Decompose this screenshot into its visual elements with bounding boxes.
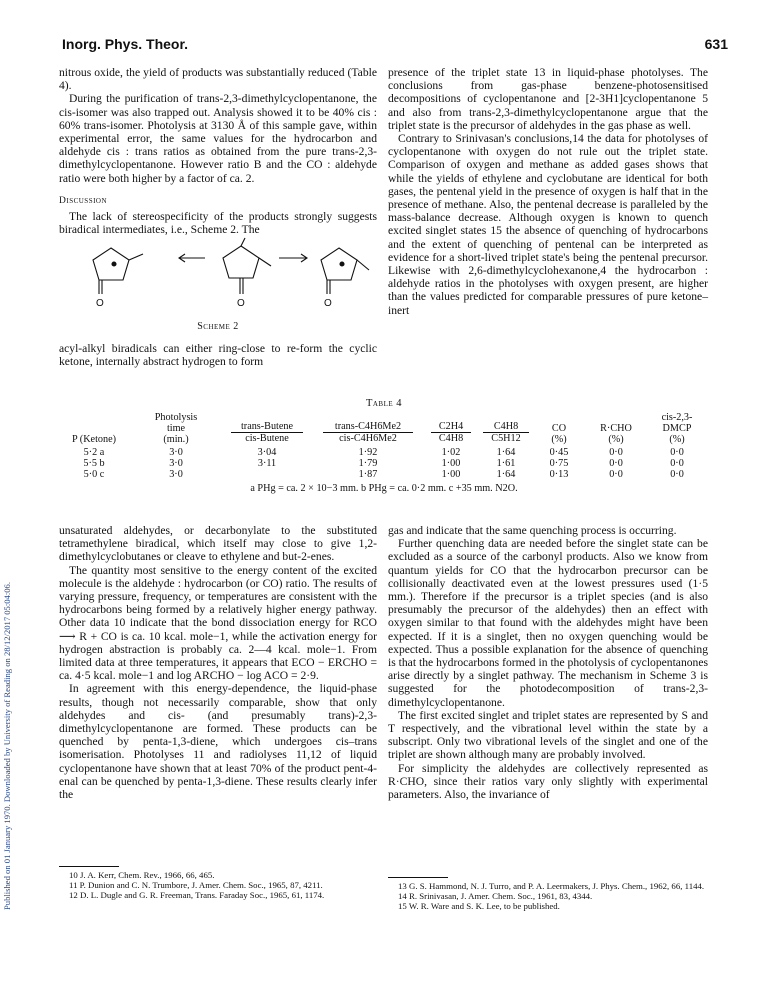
right-footnotes bbox=[388, 881, 708, 911]
page-header bbox=[62, 36, 728, 56]
cell-dmcp: 0·0 bbox=[670, 458, 684, 469]
footnote: 14 R. Srinivasan, J. Amer. Chem. Soc., 1961, 83, 4344. bbox=[398, 891, 593, 901]
cell-co: 0·75 bbox=[549, 458, 569, 469]
col-header-rcho-2: (%) bbox=[608, 434, 624, 445]
c4h8-denominator: C5H12 bbox=[491, 433, 521, 444]
c4-denominator: cis-C4H6Me2 bbox=[339, 433, 397, 444]
col-header-c4h8 bbox=[483, 421, 529, 444]
col-header-dmcp-2: DMCP bbox=[662, 423, 692, 434]
footnote: 10 J. A. Kerr, Chem. Rev., 1966, 66, 465. bbox=[69, 870, 215, 880]
cell-p: 5·5 b bbox=[83, 458, 105, 469]
cell-time: 3·0 bbox=[169, 458, 183, 469]
scheme-2-figure bbox=[59, 236, 377, 324]
col-header-c2 bbox=[431, 421, 471, 444]
c4h8-numerator: C4H8 bbox=[483, 421, 529, 433]
cell-co: 0·13 bbox=[549, 469, 569, 480]
footnote: 11 P. Dunion and C. N. Trumbore, J. Amer. Chem. Soc., 1965, 87, 4211. bbox=[69, 880, 323, 890]
cell-co: 0·45 bbox=[549, 447, 569, 458]
footnote-rule bbox=[388, 877, 448, 878]
cell-c4: 1·92 bbox=[358, 447, 378, 458]
paragraph: The quantity most sensitive to the energy content of the excited molecule is the aldehyde : hydrocarbon (or CO) ratio. The results of varying pressure, frequency, or temperatures are consistent with the hydrocarbons being formed by a relatively higher energy pathway. Other data 10 indicate that the bond dissociation energy for RCO ⟶ R + CO is ca. 10 kcal. mole−1, while the activation energy for hydrogen abstraction is probably ca. 2—4 kcal. mole−1. From limited data at three temperatures, it appears that ECO − ERCHO = ca. 4·5 kcal. mole−1 and log ARCHO − log ACO = 2·9. bbox=[59, 563, 377, 683]
butene-numerator: trans-Butene bbox=[231, 421, 303, 433]
col-header-time-1: Photolysis bbox=[154, 412, 198, 423]
butene-denominator: cis-Butene bbox=[245, 433, 289, 444]
table-row bbox=[59, 458, 709, 469]
scheme-label: Scheme 2 bbox=[197, 321, 239, 333]
left-column-upper bbox=[59, 66, 377, 368]
col-header-time-2: time bbox=[166, 423, 186, 434]
journal-title: Inorg. Phys. Theor. bbox=[62, 36, 189, 52]
download-notice: Published on 01 January 1970. Downloaded by University of Reading on 28/12/2017 05:04:06. bbox=[2, 582, 12, 910]
svg-text:O: O bbox=[324, 298, 332, 310]
paragraph: nitrous oxide, the yield of products was substantially reduced (Table 4). bbox=[59, 66, 377, 93]
cell-butene: 3·04 bbox=[257, 447, 277, 458]
paragraph: presence of the triplet state 13 in liquid-phase photolyses. The conclusions from gas-phase benzene-photosensitised decompositions of cyclopentanone and [2-3H1]cyclopentanone 5 and also from trans-2,3-dimethylcyclopentanone argue that the triplet state is the precursor of aldehydes in the gas phase as well. bbox=[388, 66, 708, 132]
footnote: 13 G. S. Hammond, N. J. Turro, and P. A. Leermakers, J. Phys. Chem., 1962, 66, 1144. bbox=[398, 881, 705, 891]
cell-p: 5·2 a bbox=[83, 447, 105, 458]
cell-c2: 1·00 bbox=[441, 469, 461, 480]
scheme-2-structures bbox=[59, 236, 377, 324]
col-header-co-1: CO bbox=[551, 423, 567, 434]
c2-numerator: C2H4 bbox=[431, 421, 471, 433]
table-footnote: a PHg = ca. 2 × 10−3 mm. b PHg = ca. 0·2 mm. c +35 mm. N2O. bbox=[250, 483, 518, 494]
table-row bbox=[59, 447, 709, 458]
cell-time: 3·0 bbox=[169, 469, 183, 480]
right-column-upper bbox=[388, 66, 708, 317]
col-header-butene bbox=[231, 421, 303, 444]
paragraph: acyl-alkyl biradicals can either ring-close to re-form the cyclic ketone, internally abstract hydrogen to form bbox=[59, 341, 377, 368]
paragraph: Further quenching data are needed before the singlet state can be excluded as a source of the carbonyl products. Also we know from quantum yields for CO that the hydrocarbon precursor can be collisionally deactivated even at the lowest pressures used (1·5 mm.). Therefore if the precursor is a triplet species (and is also presumably the precursor of the aldehydes) then an effect with oxygen similar to that found with the aldehydes might have been expected. If it is a singlet, then no oxygen quenching would be expected. Thus a possible explanation for the absence of quenching is that the hydrocarbons formed in the photolysis of cyclopentanones arise directly by a singlet pathway. The mechanism in Scheme 3 is suggested for the photodecomposition of trans-2,3-dimethylcyclopentanone. bbox=[388, 537, 708, 709]
left-column-lower bbox=[59, 524, 377, 801]
cell-rcho: 0·0 bbox=[609, 458, 623, 469]
c4-numerator: trans-C4H6Me2 bbox=[323, 421, 413, 433]
col-header-dmcp-3: (%) bbox=[669, 434, 685, 445]
cell-c2: 1·02 bbox=[441, 447, 461, 458]
svg-text:O: O bbox=[237, 298, 245, 310]
cell-c4h8: 1·64 bbox=[496, 469, 516, 480]
right-column-lower bbox=[388, 524, 708, 801]
cell-rcho: 0·0 bbox=[609, 447, 623, 458]
cell-rcho: 0·0 bbox=[609, 469, 623, 480]
cell-c4: 1·87 bbox=[358, 469, 378, 480]
paragraph: The first excited singlet and triplet states are represented by S and T respectively, and the vibrational level within the state by a subscript. Only two vibrational levels of the singlet and one of the triplet are shown although many are probably involved. bbox=[388, 708, 708, 762]
paragraph: unsaturated aldehydes, or decarbonylate to the substituted tetramethylene biradical, which itself may close to give 1,2-dimethylcyclobutanes or cleave to ethylene and but-2-enes. bbox=[59, 524, 377, 564]
table-title: Table 4 bbox=[365, 398, 403, 409]
page-number: 631 bbox=[704, 36, 728, 52]
cell-c4: 1·79 bbox=[358, 458, 378, 469]
footnote: 12 D. L. Dugle and G. R. Freeman, Trans. Faraday Soc., 1965, 61, 1174. bbox=[69, 890, 325, 900]
paragraph: For simplicity the aldehydes are collectively represented as R·CHO, since their ratios vary only slightly with experimental parameters. Also, the invariance of bbox=[388, 761, 708, 802]
cell-time: 3·0 bbox=[169, 447, 183, 458]
col-header-dmcp-1: cis-2,3- bbox=[661, 412, 693, 423]
footnote: 15 W. R. Ware and S. K. Lee, to be published. bbox=[398, 901, 560, 911]
cell-c4h8: 1·64 bbox=[496, 447, 516, 458]
col-header-c4 bbox=[323, 421, 413, 444]
cell-p: 5·0 c bbox=[83, 469, 105, 480]
cell-butene: 3·11 bbox=[257, 458, 277, 469]
left-footnotes bbox=[59, 870, 377, 900]
cell-dmcp: 0·0 bbox=[670, 447, 684, 458]
col-header-rcho-1: R·CHO bbox=[600, 423, 632, 434]
cell-dmcp: 0·0 bbox=[670, 469, 684, 480]
table-row bbox=[59, 469, 709, 480]
download-watermark bbox=[2, 150, 16, 910]
paragraph: Contrary to Srinivasan's conclusions,14 the data for photolyses of cyclopentanone with oxygen do not rule out the triplet state. Comparison of oxygen and methane as added gases shows that while the yields of ethylene and cyclobutane are identical for both gases, the pentenal yield in the presence of oxygen is half that in the presence of methane. Also, the pentenal decrease is paralleled by the mass-balance decrease. Although oxygen is known to quench excited singlet states 15 the absence of quenching of hydrocarbons and the extent of quenching of pentenal can be interpreted as evidence for a short-lived triplet state's being the pentenal precursor. Likewise with 2,6-dimethylcyclohexanone,4 the hydrocarbon : aldehyde ratios in the photolyses with oxygen present, are higher than the values predicted for comparable pressures of pure ketone–inert bbox=[388, 132, 708, 317]
paragraph: The lack of stereospecificity of the products strongly suggests biradical intermediates, i.e., Scheme 2. The bbox=[59, 210, 377, 237]
c2-denominator: C4H8 bbox=[438, 433, 464, 444]
cell-c2: 1·00 bbox=[441, 458, 461, 469]
paragraph: During the purification of trans-2,3-dimethylcyclopentanone, the cis-isomer was also trapped out. Analysis showed it to be 40% cis : 60% trans-isomer. Photolysis at 3130 Å of this sample gave, within experimental error, the same values for the hydrocarbon and aldehyde cis : trans ratios as obtained from the pure trans-2,3-dimethylcyclopentanone. However ratio B and the CO : aldehyde ratio were both higher by a factor of ca. 2. bbox=[59, 92, 377, 185]
section-heading: Discussion bbox=[59, 195, 108, 206]
cell-c4h8: 1·61 bbox=[496, 458, 516, 469]
col-header-p: P (Ketone) bbox=[71, 434, 117, 445]
paragraph: gas and indicate that the same quenching process is occurring. bbox=[388, 524, 677, 537]
paragraph: In agreement with this energy-dependence, the liquid-phase results, though not necessarily comparable, show that only aldehydes and cis- (and presumably trans)-2,3-dimethylcyclopentanone are formed. These products can be quenched by penta-1,3-diene, which undergoes cis–trans isomerisation. Photolyses 11 and radiolyses 11,12 of liquid cyclopentanone have shown that at least 70% of the product pent-4-enal can be quenched by penta-1,3-diene. These results clearly infer the bbox=[59, 682, 377, 802]
svg-text:O: O bbox=[96, 298, 104, 310]
footnote-rule bbox=[59, 866, 119, 867]
col-header-time-3: (min.) bbox=[163, 434, 189, 445]
col-header-co-2: (%) bbox=[551, 434, 567, 445]
